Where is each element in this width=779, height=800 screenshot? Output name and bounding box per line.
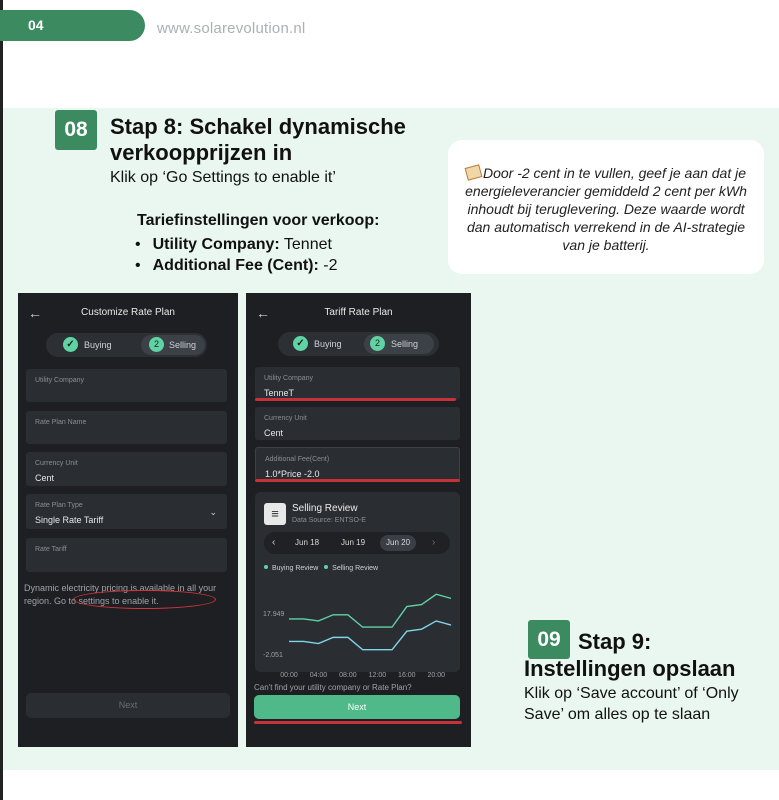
field-value: Cent [264, 428, 284, 438]
series-line-selling-review [289, 621, 451, 650]
screen-header [18, 293, 238, 333]
memo-icon [465, 164, 483, 180]
page-number: 04 [28, 17, 44, 33]
tariff-value: -2 [318, 257, 338, 274]
info-note-text: Door -2 cent in te vullen, geef je aan dat je energieleverancier gemiddeld 2 cent per kWh inhoudt bij teruglevering. Deze waarde wordt dan automatisch verrekend in de AI-strategie van je batterij. [465, 165, 747, 253]
y-tick-label: 17.949 [263, 610, 285, 618]
field-label: Utility Company [264, 375, 314, 382]
selling-review-chart [255, 578, 460, 688]
field-value: TenneT [264, 388, 295, 398]
phone-screenshot-customize-rate-plan [18, 293, 238, 747]
check-icon: ✓ [293, 336, 308, 351]
x-tick-label: 08:00 [339, 672, 357, 679]
date-option[interactable]: Jun 19 [341, 538, 366, 547]
utility-company-field[interactable] [255, 367, 460, 400]
field-value: 1.0*Price -2.0 [265, 469, 320, 479]
x-tick-label: 16:00 [398, 672, 416, 679]
annotation-underline [254, 721, 462, 724]
website-url[interactable]: www.solarevolution.nl [157, 20, 306, 37]
date-option-selected[interactable]: Jun 20 [380, 535, 416, 551]
screen-title: Tariff Rate Plan [324, 307, 393, 318]
tariff-heading: Tariefinstellingen voor verkoop: [137, 212, 380, 229]
date-option[interactable]: Jun 18 [295, 538, 320, 547]
annotation-circle [73, 590, 216, 609]
next-button[interactable]: Next [26, 693, 230, 718]
step-9-title: Stap 9: [578, 629, 652, 654]
field-value: Cent [35, 473, 55, 483]
tab-buying[interactable]: Buying [84, 340, 112, 350]
date-selector [264, 532, 450, 554]
field-label: Rate Tariff [35, 546, 67, 553]
tariff-item [135, 255, 338, 276]
step-8-subtitle: Klik op ‘Go Settings to enable it’ [110, 169, 336, 186]
cant-find-link[interactable]: Can't find your utility company or Rate Plan? [254, 683, 412, 692]
x-tick-label: 12:00 [368, 672, 387, 679]
rate-plan-name-field[interactable] [26, 411, 227, 444]
dynamic-pricing-text[interactable]: Dynamic electricity pricing is available in all your region. Go to settings to enable it. [24, 583, 217, 606]
annotation-underline [255, 398, 456, 401]
step-number-icon: 2 [149, 337, 164, 352]
page-number-pill [0, 10, 145, 41]
back-arrow-icon[interactable]: ← [28, 305, 42, 321]
info-note [448, 140, 764, 274]
y-tick-label: -2.051 [263, 651, 283, 659]
legend-dot-icon [264, 565, 268, 569]
x-tick-label: 04:00 [309, 672, 328, 679]
tab-selling[interactable]: Selling [391, 339, 419, 349]
currency-unit-field[interactable] [255, 407, 460, 440]
review-title: Selling Review [292, 503, 358, 514]
legend-selling: Selling Review [332, 565, 379, 572]
tab-selling[interactable]: Selling [169, 340, 197, 350]
legend-buying: Buying Review [272, 565, 319, 572]
tariff-value: Tennet [279, 236, 332, 253]
step-9-title-line-2: Instellingen opslaan [524, 656, 736, 681]
tariff-item [135, 234, 338, 255]
x-tick-label: 20:00 [427, 672, 446, 679]
rate-plan-type-select[interactable] [26, 494, 227, 529]
screen-header [246, 293, 471, 333]
chevron-right-icon[interactable]: › [432, 537, 436, 548]
field-label: Rate Plan Type [35, 502, 83, 509]
screen-title: Customize Rate Plan [81, 307, 175, 318]
chevron-down-icon: ⌄ [209, 507, 217, 517]
back-arrow-icon[interactable]: ← [256, 305, 270, 321]
clipboard-icon: ≡ [264, 503, 286, 525]
tab-buying[interactable]: Buying [314, 339, 342, 349]
step-8-title: Stap 8: Schakel dynamische verkoopprijzen in [110, 114, 406, 165]
buying-selling-toggle [278, 332, 439, 356]
step-number-icon: 2 [370, 336, 385, 351]
tariff-label: Additional Fee (Cent): [152, 257, 319, 274]
chart-legend [264, 565, 378, 572]
field-label: Rate Plan Name [35, 419, 87, 426]
buying-selling-toggle [46, 333, 207, 357]
field-label: Currency Unit [264, 415, 307, 422]
field-label: Utility Company [35, 377, 85, 384]
tariff-label: Utility Company: [152, 236, 280, 253]
field-value: Single Rate Tariff [35, 515, 104, 525]
rate-tariff-field[interactable] [26, 538, 227, 572]
currency-unit-field[interactable] [26, 452, 227, 486]
step-9-badge: 09 [528, 620, 570, 659]
review-source: Data Source: ENTSO-E [292, 517, 366, 524]
next-button[interactable]: Next [254, 695, 460, 719]
field-label: Additional Fee(Cent) [265, 456, 330, 463]
series-line-buying-review [289, 594, 451, 627]
step-8-badge: 08 [55, 110, 97, 150]
utility-company-field[interactable] [26, 369, 227, 402]
check-icon: ✓ [63, 337, 78, 352]
x-tick-label: 00:00 [280, 672, 298, 679]
annotation-underline [255, 479, 460, 482]
tariff-list [135, 234, 338, 276]
field-label: Currency Unit [35, 460, 78, 467]
additional-fee-field[interactable] [255, 447, 460, 481]
phone-screenshot-tariff-rate-plan [246, 293, 471, 747]
step-9-body: Klik op ‘Save account’ of ‘Only Save’ om alles op te slaan [524, 685, 739, 723]
chevron-left-icon[interactable]: ‹ [272, 537, 276, 548]
legend-dot-icon [324, 565, 328, 569]
selling-review-card [255, 492, 460, 679]
